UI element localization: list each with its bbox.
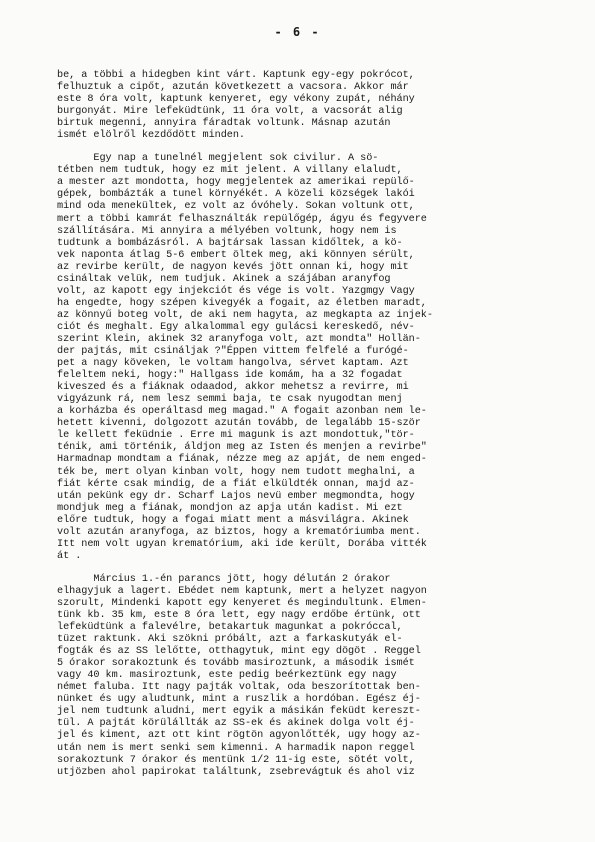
text-line: der pajtás, mit csináljak ?"Éppen vittem felfelé a furógé- xyxy=(57,346,409,358)
text-line: birtuk megenni, annyira fáradtak voltunk. Másnap azután xyxy=(57,118,391,130)
text-line: vagy 40 km. masiroztunk, este pedig beérkeztünk egy nagy xyxy=(57,670,397,682)
text-line: az revirbe került, de nagyon kevés jött onnan ki, hogy mit xyxy=(57,261,409,273)
text-line: ha engedte, hogy szépen kivegyék a fogait, az életben maradt, xyxy=(57,297,427,309)
text-line: sorakoztunk 7 órakor és mentünk 1/2 11-ig este, sötét volt, xyxy=(57,754,415,766)
page-number: - 6 - xyxy=(274,25,321,39)
text-line: ték be, mert olyan kinban volt, hogy nem tudott meghalni, a xyxy=(57,466,415,478)
text-line: vek naponta átlag 5-6 embert öltek meg, aki könnyen sérült, xyxy=(57,249,415,261)
text-line: Március 1.-én parancs jött, hogy délután 2 órakor xyxy=(57,573,391,585)
text-line: csináltak velük, nem tudjuk. Akinek a szájában aranyfog xyxy=(57,273,391,285)
text-line: a mester azt mondotta, hogy megjelentek az amerikai repülő- xyxy=(57,177,415,189)
text-line: volt, az kapott egy injekciót és vége is volt. Yazgmgy Vagy xyxy=(57,285,415,297)
text-line: ismét elölről kezdődött minden. xyxy=(57,130,245,142)
text-line: az könnyű boteg volt, de aki nem hagyta, az megkapta az injek- xyxy=(57,309,433,321)
text-line: feleltem neki, hogy:" Hallgass ide komám, ha a 32 fogadat xyxy=(57,370,403,382)
text-line: mondjuk meg a fiának, mondjon az apja után kadist. Mi ezt xyxy=(57,502,403,514)
paragraph xyxy=(57,574,577,779)
text-line: 5 órakor sorakoztunk és tovább masiroztunk, a második ismét xyxy=(57,658,415,670)
text-line: kiveszed és a fiáknak odaadod, akkor mehetsz a revirre, mi xyxy=(57,382,409,394)
text-line: után nem is mert senki sem kimenni. A harmadik napon reggel xyxy=(57,742,415,754)
text-line: este 8 óra volt, kaptunk kenyeret, egy vékony zupát, néhány xyxy=(57,94,415,106)
text-line: jel és kiment, azt ott kint rögtön agyonlőtték, ugy hogy az- xyxy=(57,730,421,742)
text-line: tüzet raktunk. Aki szökni próbált, azt a farkaskutyák el- xyxy=(57,634,403,646)
text-line: burgonyát. Mire lefeküdtünk, 11 óra volt, a vacsorát alig xyxy=(57,106,403,118)
text-line: lefeküdtünk a falevélre, betakartuk magunkat a pokróccal, xyxy=(57,622,403,634)
paragraph-gap xyxy=(57,563,577,574)
text-line: elhagyjuk a lagert. Ebédet nem kaptunk, mert a helyzet nagyon xyxy=(57,585,427,597)
document-body xyxy=(57,70,577,779)
text-line: volt azután aranyfoga, az biztos, hogy a krematóriumba ment. xyxy=(57,526,421,538)
text-line: német faluba. Itt nagy pajták voltak, oda beszorítottak ben- xyxy=(57,682,421,694)
text-line: után pekünk egy dr. Scharf Lajos nevü ember megmondta, hogy xyxy=(57,490,415,502)
text-line: nünket és ugy aludtunk, mint a ruszlik a hordóban. Egész éj- xyxy=(57,694,421,706)
text-line: jel nem tudtunk aludni, mert egyik a másikán feküdt kereszt- xyxy=(57,706,421,718)
text-line: tül. A pajtát körülállták az SS-ek és akinek dolga volt éj- xyxy=(57,718,415,730)
text-line: tudtunk a bombázásról. A bajtársak lassan kidőltek, a kö- xyxy=(57,237,403,249)
text-line: le kellett feküdnie . Erre mi magunk is azt mondottuk,"tör- xyxy=(57,430,415,442)
text-line: át . xyxy=(57,550,82,562)
text-line: fogták és az SS lelőtte, otthagytuk, mint egy dögöt . Reggel xyxy=(57,646,421,658)
text-line: utjözben ahol papirokat találtunk, zsebrevágtuk és ahol viz xyxy=(57,766,415,778)
text-line: előre tudtuk, hogy a fogai miatt ment a másvilágra. Akinek xyxy=(57,514,409,526)
text-line: Egy nap a tunelnél megjelent sok civilur. A sö- xyxy=(57,153,379,165)
paragraph-gap xyxy=(57,142,577,153)
text-line: szállítására. Mi annyira a mélyében voltunk, hogy nem is xyxy=(57,225,397,237)
text-line: szerint Klein, akinek 32 aranyfoga volt, azt mondta" Hollän- xyxy=(57,333,421,345)
text-line: pet a nagy köveken, le voltam hangolva, sérvet kaptam. Azt xyxy=(57,358,409,370)
text-line: vigyázunk rá, nem lesz semmi baja, te csak nyugodtan menj xyxy=(57,394,403,406)
text-line: ténik, ami történik, áldjon meg az Isten és menjen a revirbe" xyxy=(57,442,427,454)
text-line: mind oda menekültek, ez volt az óvóhely. Sokan voltunk ott, xyxy=(57,201,415,213)
text-line: fiát kérte csak mindig, de a fiát elküldték onnan, majd az- xyxy=(57,478,415,490)
text-line: Harmadnap mondtam a fiának, nézze meg az apját, de nem enged- xyxy=(57,454,427,466)
paragraph xyxy=(57,153,577,563)
text-line: szorult, Mindenki kapott egy kenyeret és megindultunk. Elmen- xyxy=(57,597,427,609)
text-line: ciót és meghalt. Egy alkalommal egy gulácsi kereskedő, név- xyxy=(57,321,415,333)
text-line: hetett kivenni, dolgozott azután tovább, de legalább 15-ször xyxy=(57,418,421,430)
text-line: be, a többi a hidegben kint várt. Kaptunk egy-egy pokrócot, xyxy=(57,70,415,81)
paragraph xyxy=(57,70,577,142)
text-line: a korházba és operáltasd meg magad." A fogait azonban nem le- xyxy=(57,406,427,418)
text-line: mert a többi kamrát felhasználták repülőgép, ágyu és fegyvere xyxy=(57,213,427,225)
text-line: felhuztuk a cipőt, azután következett a vacsora. Akkor már xyxy=(57,82,409,94)
text-line: gépek, bombázták a tunel környékét. A közeli községek lakói xyxy=(57,189,415,201)
text-line: Itt nem volt ugyan krematórium, aki ide került, Dorába vitték xyxy=(57,538,427,550)
text-line: tünk kb. 35 km, este 8 óra lett, egy nagy erdőbe értünk, ott xyxy=(57,610,421,622)
text-line: tétben nem tudtuk, hogy ez mit jelent. A villany elaludt, xyxy=(57,165,403,177)
